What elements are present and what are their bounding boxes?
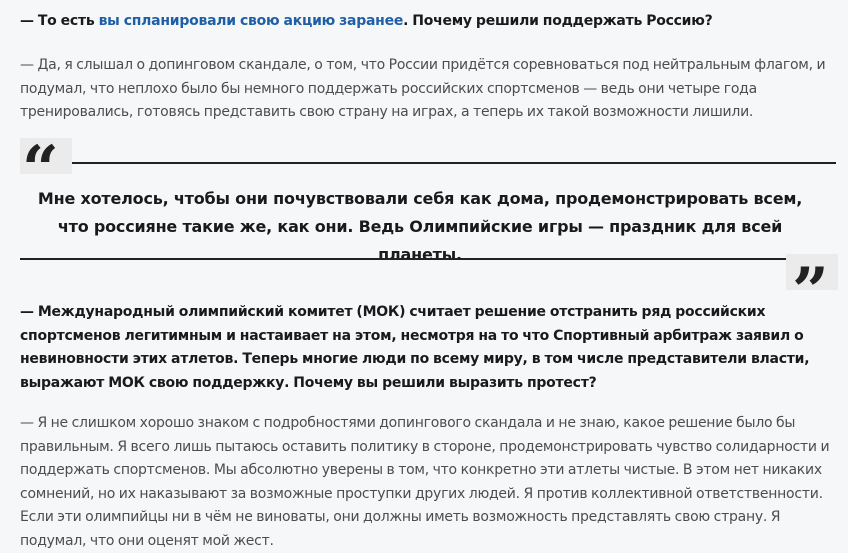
question-1 xyxy=(20,10,840,34)
question-1-suffix: . Почему решили поддержать Россию? xyxy=(403,13,713,29)
close-quote-icon: ” xyxy=(786,254,838,290)
planned-action-link[interactable]: вы спланировали свою акцию заранее xyxy=(98,13,404,29)
pull-quote-text: Мне хотелось, чтобы они почувствовали себя как дома, продемонстрировать всем, что россияне такие же, как они. Ведь Олимпийские игры — праздник для всей планеты. xyxy=(37,189,803,264)
question-1-prefix: — То есть xyxy=(20,13,99,29)
question-2: — Международный олимпийский комитет (МОК) считает решение отстранить ряд российских спортсменов легитимным и настаивает на этом, несмотря на то что Спортивный арбитраж заявил о невиновности этих атлетов. Теперь многие люди по всему миру, в том числе представители власти, выражают МОК свою поддержку. Почему вы решили выразить протест? xyxy=(20,304,810,391)
answer-1: — Да, я слышал о допинговом скандале, о том, что России придётся соревноваться под нейтральным флагом, и подумал, что неплохо было бы немного поддержать российских спортсменов — ведь они четыре года тренировались, готовясь представить свою страну на играх, а теперь их такой возможности лишили. xyxy=(20,57,826,120)
answer-2: — Я не слишком хорошо знаком с подробностями допингового скандала и не знаю, какое решение было бы правильным. Я всего лишь пытаюсь оставить политику в стороне, продемонстрировать чувство солидарности и поддержать спортсменов. Мы абсолютно уверены в том, что конкретно эти атлеты чистые. В этом нет никаких сомнений, но их наказывают за возможные проступки других людей. Я против коллективной ответственности. Если эти олимпийцы ни в чём не виноваты, они должны иметь возможность представлять свою страну. Я подумал, что они оценят мой жест. xyxy=(20,415,830,549)
quote-bottom-divider xyxy=(20,258,786,260)
open-quote-icon: “ xyxy=(20,138,72,174)
quote-top-divider xyxy=(72,162,836,164)
